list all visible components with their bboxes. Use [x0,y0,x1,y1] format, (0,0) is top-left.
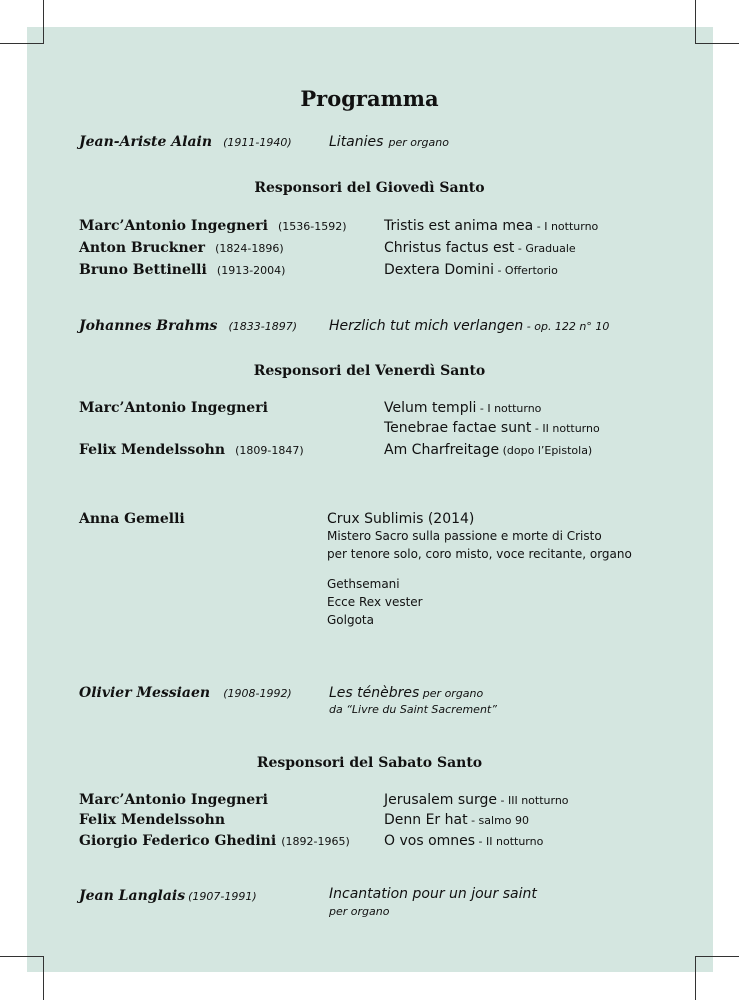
work-note: (dopo l’Epistola) [499,444,593,457]
composer-dates: (1833-1897) [228,320,298,333]
work-row [384,260,558,278]
composer-name: Johannes Brahms [79,318,218,334]
composer-dates: (1809-1847) [235,444,304,457]
work-note: per organo [388,136,449,149]
work-row [384,790,569,808]
work-title: Denn Er hat [384,812,468,828]
composer-dates: (1824-1896) [215,242,284,255]
work-row [384,440,592,458]
crop-mark [695,0,696,44]
section-heading: Responsori del Giovedì Santo [254,180,485,196]
work-row [384,216,598,234]
composer-name: Marc’Antonio Ingegneri [79,400,268,416]
work-part: Ecce Rex vester [327,595,423,609]
work-title: Les ténèbres [329,685,420,701]
work-messiaen [329,683,483,701]
work-note: - Graduale [514,242,576,255]
work-source: da “Livre du Saint Sacrement” [329,703,497,716]
work-note: - Offertorio [493,264,558,277]
work-note: - I notturno [533,220,599,233]
crop-mark [43,956,44,1000]
work-row [384,238,576,256]
work-part: Golgota [327,613,374,627]
work-title: Velum templi [384,400,477,416]
composer-name: Felix Mendelssohn [79,812,225,828]
program-item-alain [79,132,292,150]
composer-row [79,216,347,234]
work-note: - III notturno [497,794,569,807]
crop-mark [695,956,739,957]
work-alain [329,132,449,150]
composer-name: Olivier Messiaen [79,685,211,701]
crop-mark [695,43,739,44]
composer-name: Jean Langlais [79,888,186,904]
work-title: Incantation pour un jour saint [329,886,537,902]
composer-row [79,831,350,849]
composer-dates: (1892-1965) [281,835,350,848]
work-brahms [329,316,609,334]
composer-name: Giorgio Federico Ghedini [79,833,277,849]
work-note: - II notturno [475,835,544,848]
composer-row [79,790,268,808]
work-row [384,398,541,416]
work-note: - salmo 90 [467,814,530,827]
section-heading: Responsori del Sabato Santo [256,755,483,771]
work-title: Herzlich tut mich verlangen [329,318,524,334]
composer-name: Marc’Antonio Ingegneri [79,792,268,808]
composer-row [79,260,285,278]
composer-row [79,398,268,416]
crop-mark [0,956,44,957]
composer-name: Anna Gemelli [79,511,185,527]
work-note: - op. 122 n° 10 [523,320,610,333]
work-title: Litanies [329,134,384,150]
work-row [384,831,543,849]
work-title: Crux Sublimis (2014) [327,511,475,527]
composer-row [79,810,225,828]
composer-name: Marc’Antonio Ingegneri [79,218,268,234]
composer-dates: (1908-1992) [223,687,292,700]
page-title: Programma [300,86,439,111]
work-note: per organo [419,687,484,700]
composer-name: Felix Mendelssohn [79,442,225,458]
composer-name: Bruno Bettinelli [79,262,207,278]
work-row [384,810,529,828]
crop-mark [0,43,44,44]
program-item-langlais [79,886,257,904]
work-title: Jerusalem surge [384,792,498,808]
work-note: - I notturno [476,402,542,415]
work-title: Am Charfreitage [384,442,500,458]
composer-dates: (1911-1940) [223,136,292,149]
work-note: per organo [329,905,390,918]
composer-dates: (1913-2004) [216,264,286,277]
section-heading: Responsori del Venerdì Santo [253,363,486,379]
composer-dates: (1907-1991) [188,890,257,903]
composer-name: Anton Bruckner [79,240,205,256]
composer-name: Jean-Ariste Alain [79,134,213,150]
work-title: Christus factus est [384,240,515,256]
composer-row [79,238,284,256]
work-title: Tenebrae factae sunt [384,420,532,436]
composer-dates: (1536-1592) [277,220,347,233]
work-title: O vos omnes [384,833,476,849]
work-title: Dextera Domini [384,262,494,278]
crop-mark [43,0,44,44]
program-item-messiaen [79,683,292,701]
composer-row [79,440,304,458]
crop-mark [695,956,696,1000]
program-item-brahms [79,316,297,334]
work-instrumentation: per tenore solo, coro misto, voce recitante, organo [327,547,632,561]
work-title: Tristis est anima mea [384,218,534,234]
work-part: Gethsemani [327,577,400,591]
work-note: - II notturno [531,422,600,435]
work-row [384,418,600,436]
work-description: Mistero Sacro sulla passione e morte di Cristo [327,529,602,543]
